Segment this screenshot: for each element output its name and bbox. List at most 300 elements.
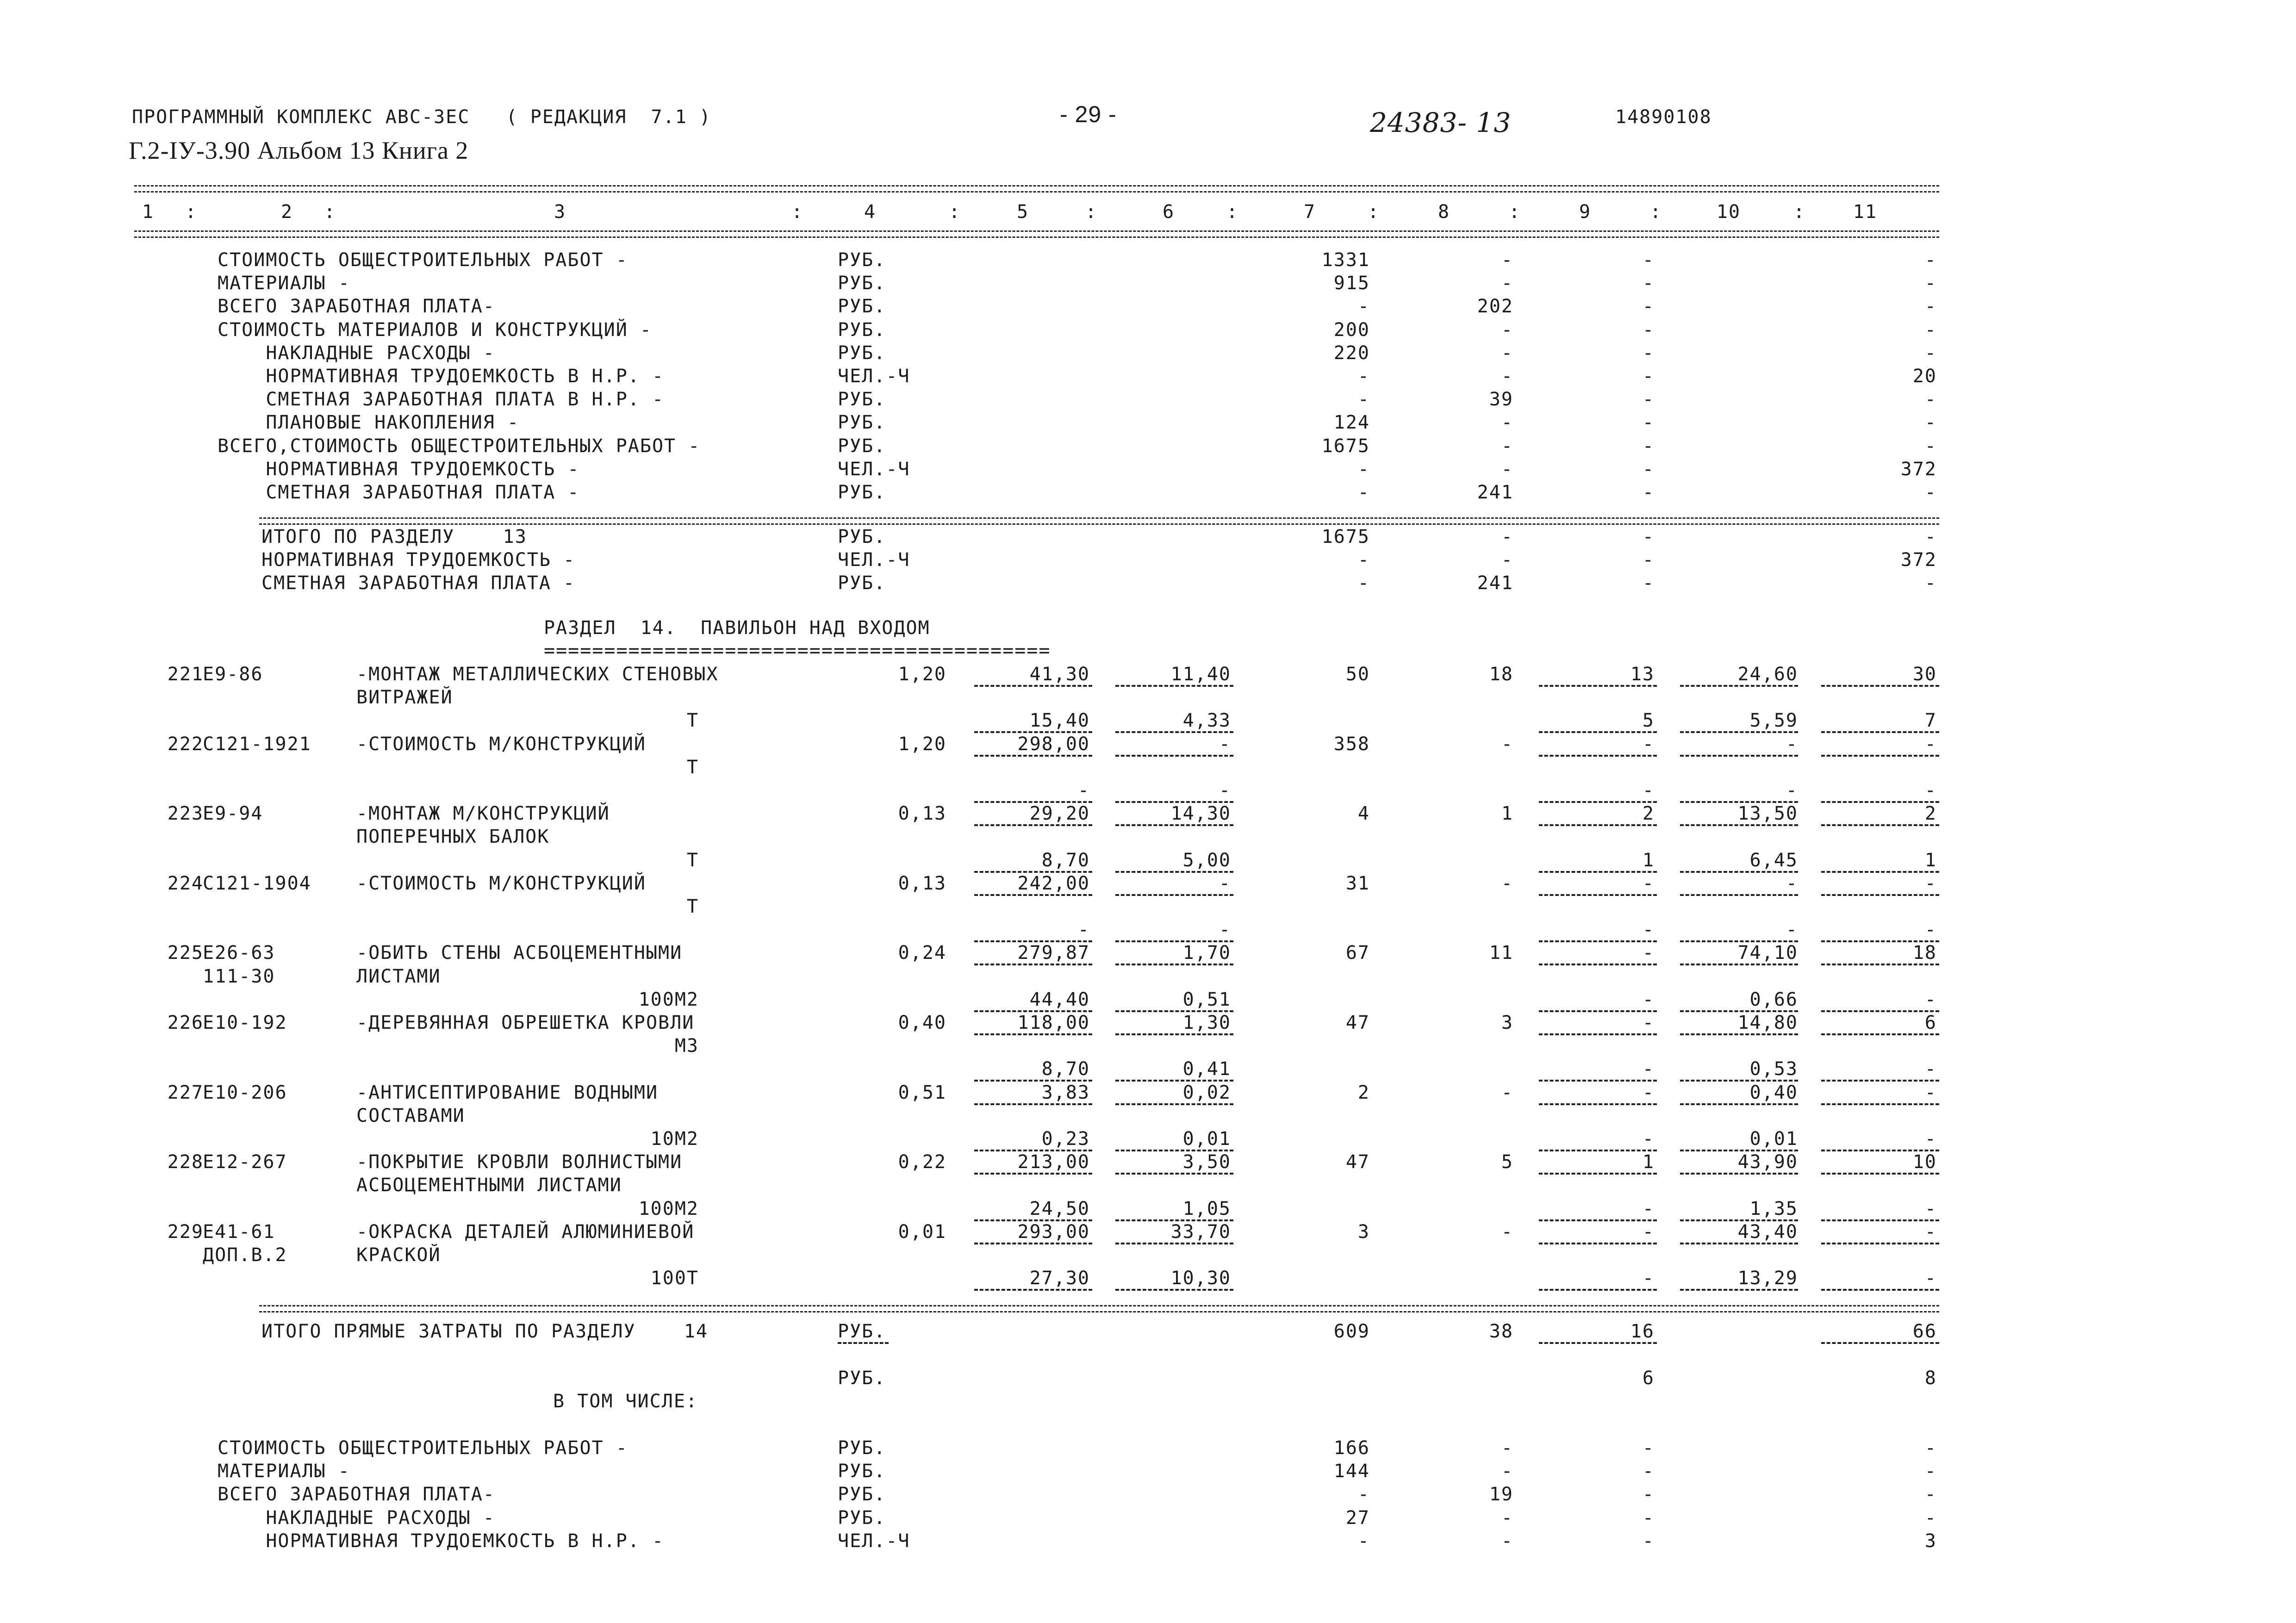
value-split-rule <box>974 731 1092 733</box>
summary-value-c9: - <box>1642 366 1655 387</box>
page-number: - 29 - <box>1060 101 1117 127</box>
item-c11: 30 <box>1912 664 1937 685</box>
item-c5: 0,23 <box>1041 1128 1090 1150</box>
value-split-rule <box>1539 824 1657 826</box>
value-split-rule <box>1115 685 1233 687</box>
value-split-rule <box>1680 1173 1798 1175</box>
item-c6: - <box>1219 733 1231 755</box>
item-c5: 298,00 <box>1017 733 1090 755</box>
summary-unit: РУБ. <box>838 273 886 294</box>
value-split-rule <box>1821 755 1939 757</box>
value-split-rule <box>974 1150 1092 1151</box>
summary-label: НОРМАТИВНАЯ ТРУДОЕМКОСТЬ В Н.Р. - <box>218 366 665 387</box>
value-split-rule <box>1680 1289 1798 1291</box>
value-split-rule <box>1115 964 1233 965</box>
item-c2: Е26-63 <box>203 942 275 964</box>
value-split-rule <box>1539 731 1657 733</box>
summary-unit: РУБ. <box>838 1507 886 1529</box>
section-total-value-c9: - <box>1642 572 1655 594</box>
item-c5: 24,50 <box>1029 1198 1090 1219</box>
item-c11: - <box>1924 1058 1937 1080</box>
item-c4: 0,51 <box>898 1082 946 1103</box>
value-split-rule <box>1115 1010 1233 1012</box>
value-split-rule <box>1680 871 1798 873</box>
item-c2: Е10-192 <box>203 1012 287 1033</box>
item-c9: - <box>1642 989 1655 1010</box>
item-c6: 5,00 <box>1182 849 1231 871</box>
total-rule <box>259 1305 1939 1312</box>
value-split-rule <box>1115 1243 1233 1244</box>
column-separator: : <box>1226 201 1239 223</box>
item-number: 225 <box>167 942 204 964</box>
summary-value-c7: 915 <box>1333 273 1370 294</box>
item-number: 222 <box>167 733 204 755</box>
value-split-rule <box>1539 1080 1657 1082</box>
value-split-rule <box>1821 1150 1939 1151</box>
item-unit: 100М2 <box>638 989 699 1010</box>
section-total-value-c11: - <box>1924 572 1937 594</box>
summary-value-c7: - <box>1357 389 1370 410</box>
item-c9: - <box>1642 1012 1655 1033</box>
document-code: 14890108 <box>1615 106 1712 128</box>
item-unit: Т <box>686 710 699 732</box>
section-total-value-c7: - <box>1357 549 1370 571</box>
item-c4: 0,01 <box>898 1221 946 1243</box>
summary-value-c7: 124 <box>1333 412 1370 434</box>
item-c10: 14,80 <box>1737 1012 1798 1033</box>
header-top-rule <box>134 185 1939 193</box>
summary-label: СТОИМОСТЬ ОБЩЕСТРОИТЕЛЬНЫХ РАБОТ - <box>218 249 628 271</box>
value-split-rule <box>1821 824 1939 826</box>
item-c8: - <box>1501 1221 1513 1243</box>
item-unit: 10М2 <box>650 1128 699 1150</box>
summary-value-c7: - <box>1357 296 1370 317</box>
item-c3: -СТОИМОСТЬ М/КОНСТРУКЦИЙ <box>356 872 646 894</box>
item-c4: 0,40 <box>898 1012 946 1033</box>
item-c3: КРАСКОЙ <box>356 1244 441 1266</box>
item-c5: 27,30 <box>1029 1268 1090 1289</box>
value-split-rule <box>1115 824 1233 826</box>
item-c11: - <box>1924 1198 1937 1219</box>
item-number: 221 <box>167 664 204 685</box>
item-c5: 242,00 <box>1017 872 1090 894</box>
summary-value-c8: - <box>1501 319 1513 341</box>
item-c2: С121-1921 <box>203 733 311 755</box>
item-c6: 33,70 <box>1170 1221 1231 1243</box>
value-split-rule <box>1115 1150 1233 1151</box>
item-c3: ВИТРАЖЕЙ <box>356 687 453 709</box>
summary-value-c7: 144 <box>1333 1461 1370 1482</box>
item-c10: - <box>1786 780 1798 801</box>
value-split-rule <box>1680 755 1798 757</box>
item-c8: 5 <box>1501 1151 1513 1173</box>
value-split-rule <box>1539 1150 1657 1151</box>
summary-value-c8: - <box>1501 1461 1513 1482</box>
section-total-value-c7: 1675 <box>1321 526 1370 547</box>
summary-value-c11: - <box>1924 412 1937 434</box>
item-c3: -СТОИМОСТЬ М/КОНСТРУКЦИЙ <box>356 733 646 755</box>
item-c8: - <box>1501 872 1513 894</box>
summary-value-c11: - <box>1924 482 1937 503</box>
including-heading: В ТОМ ЧИСЛЕ: <box>553 1391 698 1412</box>
value-split-rule <box>974 824 1092 826</box>
value-split-rule <box>1539 1103 1657 1105</box>
summary-value-c11: - <box>1924 1507 1937 1529</box>
section-total-value-c9: - <box>1642 526 1655 547</box>
summary-value-c7: - <box>1357 458 1370 480</box>
item-c8: 18 <box>1489 664 1513 685</box>
item-c3: -ДЕРЕВЯННАЯ ОБРЕШЕТКА КРОВЛИ <box>356 1012 695 1033</box>
item-c9: - <box>1642 1058 1655 1080</box>
summary-unit: РУБ. <box>838 412 886 434</box>
item-c5: 293,00 <box>1017 1221 1090 1243</box>
item-c9: 2 <box>1642 803 1655 825</box>
item-c5: 118,00 <box>1017 1012 1090 1033</box>
value-split-rule <box>1115 755 1233 757</box>
item-c10: - <box>1786 872 1798 894</box>
item-c5: 8,70 <box>1041 1058 1090 1080</box>
item-c3: -ОБИТЬ СТЕНЫ АСБОЦЕМЕНТНЫМИ <box>356 942 683 964</box>
item-c2: Е9-86 <box>203 664 263 685</box>
column-number: 8 <box>1437 201 1450 223</box>
summary-value-c8: 19 <box>1489 1484 1513 1505</box>
item-c4: 0,22 <box>898 1151 946 1173</box>
direct-total-c8: 38 <box>1489 1321 1513 1342</box>
value-split-rule <box>1680 964 1798 965</box>
summary-unit: РУБ. <box>838 389 886 410</box>
summary-unit: РУБ. <box>838 342 886 364</box>
item-c7: 47 <box>1345 1151 1370 1173</box>
column-number: 4 <box>864 201 877 223</box>
item-c6: - <box>1219 780 1231 801</box>
summary-value-c9: - <box>1642 1530 1655 1552</box>
summary-value-c9: - <box>1642 1461 1655 1482</box>
column-number: 3 <box>554 201 566 223</box>
column-number: 5 <box>1016 201 1029 223</box>
item-c7: 358 <box>1333 733 1370 755</box>
summary-value-c8: 241 <box>1477 482 1513 503</box>
summary-label: ВСЕГО ЗАРАБОТНАЯ ПЛАТА- <box>218 1484 495 1505</box>
direct-total-c9-2: 6 <box>1642 1368 1655 1389</box>
item-c6: - <box>1219 872 1231 894</box>
item-c3: -МОНТАЖ М/КОНСТРУКЦИЙ <box>356 803 610 825</box>
item-c2: Е41-61 <box>203 1221 275 1243</box>
value-split-rule <box>974 1243 1092 1244</box>
item-c6: - <box>1219 919 1231 941</box>
column-separator: : <box>185 201 198 223</box>
item-c8: 11 <box>1489 942 1513 964</box>
header-bottom-rule <box>134 230 1939 238</box>
summary-value-c8: - <box>1501 412 1513 434</box>
value-split-rule <box>1115 1173 1233 1175</box>
value-split-rule <box>1821 1033 1939 1035</box>
summary-value-c11: 372 <box>1900 458 1937 480</box>
section-total-label: НОРМАТИВНАЯ ТРУДОЕМКОСТЬ - <box>261 549 576 571</box>
value-split-rule <box>1539 871 1657 873</box>
summary-value-c11: - <box>1924 435 1937 457</box>
summary-unit: ЧЕЛ.-Ч <box>838 1530 910 1552</box>
summary-value-c11: - <box>1924 249 1937 271</box>
item-c7: 4 <box>1357 803 1370 825</box>
section-total-unit: РУБ. <box>838 526 886 547</box>
section-total-unit: РУБ. <box>838 572 886 594</box>
summary-label: НАКЛАДНЫЕ РАСХОДЫ - <box>218 1507 495 1529</box>
item-number: 224 <box>167 872 204 894</box>
item-number: 228 <box>167 1151 204 1173</box>
value-split-rule <box>1115 801 1233 803</box>
summary-value-c7: 166 <box>1333 1437 1370 1459</box>
summary-unit: РУБ. <box>838 296 886 317</box>
value-split-rule <box>1539 1219 1657 1221</box>
summary-value-c9: - <box>1642 435 1655 457</box>
summary-label: СТОИМОСТЬ ОБЩЕСТРОИТЕЛЬНЫХ РАБОТ - <box>218 1437 628 1459</box>
column-separator: : <box>1368 201 1380 223</box>
summary-unit: РУБ. <box>838 249 886 271</box>
item-c6: 3,50 <box>1182 1151 1231 1173</box>
item-c11: - <box>1924 733 1937 755</box>
item-c11: - <box>1924 989 1937 1010</box>
item-c9: - <box>1642 872 1655 894</box>
summary-unit: ЧЕЛ.-Ч <box>838 458 910 480</box>
value-split-rule <box>974 1080 1092 1082</box>
summary-value-c9: - <box>1642 1507 1655 1529</box>
handwritten-number: 24383- 13 <box>1370 107 1512 138</box>
item-c7: 3 <box>1357 1221 1370 1243</box>
section-total-label: СМЕТНАЯ ЗАРАБОТНАЯ ПЛАТА - <box>261 572 576 594</box>
summary-label: НОРМАТИВНАЯ ТРУДОЕМКОСТЬ В Н.Р. - <box>218 1530 665 1552</box>
column-number: 7 <box>1303 201 1316 223</box>
item-c10: 43,90 <box>1737 1151 1798 1173</box>
item-c3: АСБОЦЕМЕНТНЫМИ ЛИСТАМИ <box>356 1175 622 1196</box>
item-c5: 15,40 <box>1029 710 1090 732</box>
item-c5: 213,00 <box>1017 1151 1090 1173</box>
summary-label: ПЛАНОВЫЕ НАКОПЛЕНИЯ - <box>218 412 520 434</box>
item-c3: -ПОКРЫТИЕ КРОВЛИ ВОЛНИСТЫМИ <box>356 1151 683 1173</box>
item-c9: - <box>1642 1082 1655 1103</box>
item-c6: 0,41 <box>1182 1058 1231 1080</box>
item-c10: 5,59 <box>1749 710 1798 732</box>
item-c11: - <box>1924 780 1937 801</box>
value-split-rule <box>1680 824 1798 826</box>
item-c10: 6,45 <box>1749 849 1798 871</box>
column-number: 2 <box>280 201 293 223</box>
value-split-rule <box>1539 940 1657 942</box>
value-split-rule <box>974 685 1092 687</box>
value-split-rule <box>1821 940 1939 942</box>
value-split-rule <box>1539 964 1657 965</box>
summary-value-c8: - <box>1501 249 1513 271</box>
value-split-rule <box>974 894 1092 896</box>
value-split-rule <box>1680 1243 1798 1244</box>
summary-value-c7: - <box>1357 1530 1370 1552</box>
summary-value-c9: - <box>1642 273 1655 294</box>
summary-label: СМЕТНАЯ ЗАРАБОТНАЯ ПЛАТА В Н.Р. - <box>218 389 665 410</box>
item-c10: 0,40 <box>1749 1082 1798 1103</box>
item-c10: 74,10 <box>1737 942 1798 964</box>
value-split-rule <box>1115 731 1233 733</box>
value-split-rule <box>1539 1173 1657 1175</box>
item-c10: - <box>1786 919 1798 941</box>
summary-value-c11: - <box>1924 319 1937 341</box>
summary-value-c9: - <box>1642 319 1655 341</box>
value-split-rule <box>1539 1342 1657 1344</box>
summary-value-c11: - <box>1924 1461 1937 1482</box>
item-c8: - <box>1501 733 1513 755</box>
section-total-value-c8: - <box>1501 526 1513 547</box>
item-unit: Т <box>686 896 699 917</box>
item-c6: 1,30 <box>1182 1012 1231 1033</box>
item-c5: 29,20 <box>1029 803 1090 825</box>
item-c9: 1 <box>1642 1151 1655 1173</box>
value-split-rule <box>974 1103 1092 1105</box>
summary-label: МАТЕРИАЛЫ - <box>218 1461 350 1482</box>
album-reference: Г.2-IУ-3.90 Альбом 13 Книга 2 <box>129 137 469 164</box>
item-c11: 18 <box>1912 942 1937 964</box>
value-split-rule <box>1539 685 1657 687</box>
value-split-rule <box>1821 731 1939 733</box>
summary-value-c9: - <box>1642 342 1655 364</box>
summary-value-c8: - <box>1501 1530 1513 1552</box>
item-c5: 8,70 <box>1041 849 1090 871</box>
item-unit: Т <box>686 756 699 778</box>
direct-total-label: ИТОГО ПРЯМЫЕ ЗАТРАТЫ ПО РАЗДЕЛУ 14 <box>261 1321 709 1342</box>
value-split-rule <box>1821 1080 1939 1082</box>
item-c5: 279,87 <box>1017 942 1090 964</box>
section-total-value-c7: - <box>1357 572 1370 594</box>
value-split-rule <box>1115 1103 1233 1105</box>
summary-value-c9: - <box>1642 458 1655 480</box>
item-c2: Е9-94 <box>203 803 263 825</box>
value-split-rule <box>1539 801 1657 803</box>
item-unit: М3 <box>674 1035 699 1057</box>
item-c5: - <box>1077 780 1090 801</box>
summary-unit: РУБ. <box>838 435 886 457</box>
item-c5: - <box>1077 919 1090 941</box>
summary-value-c7: - <box>1357 366 1370 387</box>
value-split-rule <box>1821 1219 1939 1221</box>
summary-value-c8: - <box>1501 1507 1513 1529</box>
item-c8: - <box>1501 1082 1513 1103</box>
item-c6: 14,30 <box>1170 803 1231 825</box>
value-split-rule <box>1680 1219 1798 1221</box>
summary-value-c11: 3 <box>1924 1530 1937 1552</box>
item-c7: 47 <box>1345 1012 1370 1033</box>
item-c9: - <box>1642 1128 1655 1150</box>
item-unit: 100М2 <box>638 1198 699 1219</box>
summary-value-c8: 39 <box>1489 389 1513 410</box>
value-split-rule <box>1680 940 1798 942</box>
item-c9: 13 <box>1630 664 1655 685</box>
value-split-rule <box>1115 1080 1233 1082</box>
item-c11: 1 <box>1924 849 1937 871</box>
summary-unit: РУБ. <box>838 1461 886 1482</box>
direct-total-unit-2: РУБ. <box>838 1368 886 1389</box>
item-c5: 44,40 <box>1029 989 1090 1010</box>
summary-value-c9: - <box>1642 412 1655 434</box>
summary-value-c11: - <box>1924 1484 1937 1505</box>
summary-label: ВСЕГО ЗАРАБОТНАЯ ПЛАТА- <box>218 296 495 317</box>
column-number: 6 <box>1162 201 1175 223</box>
item-c6: 0,01 <box>1182 1128 1231 1150</box>
section-total-value-c8: 241 <box>1477 572 1513 594</box>
value-split-rule <box>1680 731 1798 733</box>
value-split-rule <box>1821 1010 1939 1012</box>
item-c10: 1,35 <box>1749 1198 1798 1219</box>
column-number: 1 <box>142 201 155 223</box>
value-split-rule <box>1680 801 1798 803</box>
value-split-rule <box>1821 1289 1939 1291</box>
unit-split-rule <box>838 1342 889 1344</box>
value-split-rule <box>974 1033 1092 1035</box>
column-separator: : <box>1085 201 1098 223</box>
column-separator: : <box>791 201 804 223</box>
summary-label: НОРМАТИВНАЯ ТРУДОЕМКОСТЬ - <box>218 458 580 480</box>
value-split-rule <box>1115 1219 1233 1221</box>
value-split-rule <box>974 964 1092 965</box>
program-title: ПРОГРАММНЫЙ КОМПЛЕКС АВС-3ЕС ( РЕДАКЦИЯ 7.1 ) <box>132 106 711 128</box>
item-c5: 3,83 <box>1041 1082 1090 1103</box>
item-c6: 11,40 <box>1170 664 1231 685</box>
value-split-rule <box>974 755 1092 757</box>
item-c9: - <box>1642 919 1655 941</box>
summary-value-c11: - <box>1924 296 1937 317</box>
value-split-rule <box>1115 940 1233 942</box>
value-split-rule <box>1680 894 1798 896</box>
value-split-rule <box>1539 1010 1657 1012</box>
summary-value-c8: - <box>1501 273 1513 294</box>
item-c11: - <box>1924 1082 1937 1103</box>
summary-label: МАТЕРИАЛЫ - <box>218 273 350 294</box>
summary-value-c11: - <box>1924 389 1937 410</box>
item-c9: - <box>1642 1268 1655 1289</box>
summary-value-c11: - <box>1924 342 1937 364</box>
value-split-rule <box>974 1010 1092 1012</box>
item-c9: 5 <box>1642 710 1655 732</box>
item-c6: 10,30 <box>1170 1268 1231 1289</box>
summary-value-c7: - <box>1357 482 1370 503</box>
section-title: РАЗДЕЛ 14. ПАВИЛЬОН НАД ВХОДОМ <box>544 617 930 639</box>
section-underline: ========================================== <box>544 640 1051 661</box>
summary-value-c9: - <box>1642 249 1655 271</box>
item-c4: 0,13 <box>898 803 946 825</box>
item-c2: ДОП.В.2 <box>203 1244 287 1266</box>
item-c9: - <box>1642 942 1655 964</box>
summary-value-c8: - <box>1501 458 1513 480</box>
summary-value-c11: 20 <box>1912 366 1937 387</box>
item-number: 227 <box>167 1082 204 1103</box>
column-separator: : <box>949 201 961 223</box>
item-c11: - <box>1924 872 1937 894</box>
item-c11: - <box>1924 1221 1937 1243</box>
value-split-rule <box>974 1173 1092 1175</box>
value-split-rule <box>1821 964 1939 965</box>
summary-value-c9: - <box>1642 296 1655 317</box>
item-c11: 10 <box>1912 1151 1937 1173</box>
value-split-rule <box>974 1219 1092 1221</box>
column-separator: : <box>1793 201 1806 223</box>
summary-value-c9: - <box>1642 1484 1655 1505</box>
value-split-rule <box>1821 685 1939 687</box>
item-c11: - <box>1924 919 1937 941</box>
summary-value-c9: - <box>1642 482 1655 503</box>
item-number: 229 <box>167 1221 204 1243</box>
value-split-rule <box>1680 1080 1798 1082</box>
item-c4: 0,24 <box>898 942 946 964</box>
value-split-rule <box>1680 1103 1798 1105</box>
summary-value-c11: - <box>1924 273 1937 294</box>
item-c7: 50 <box>1345 664 1370 685</box>
section-rule <box>259 517 1939 525</box>
